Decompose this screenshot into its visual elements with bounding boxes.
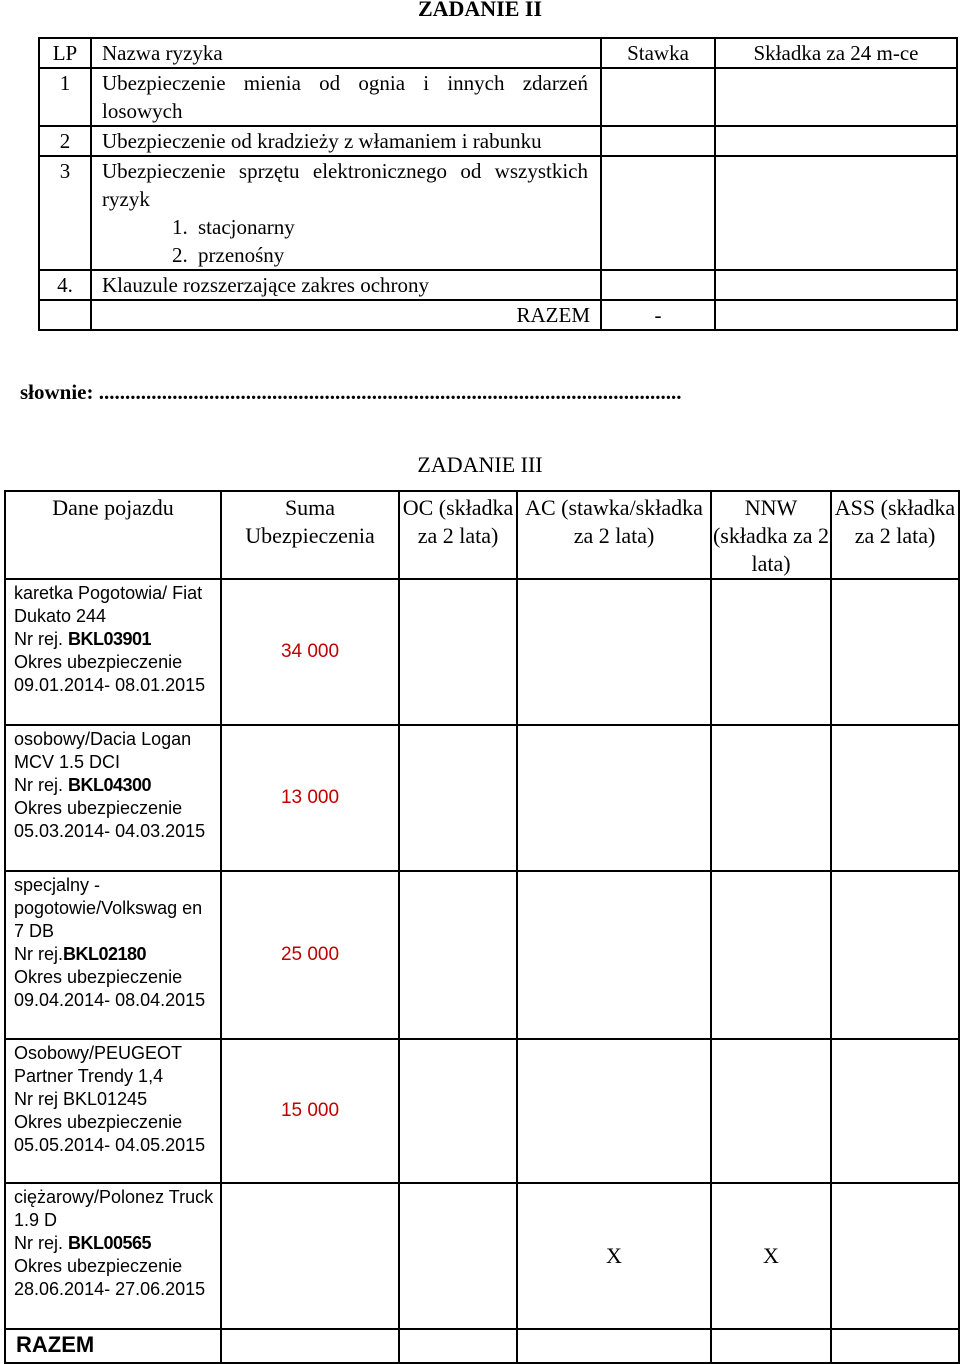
header-oc: OC (składka za 2 lata): [399, 491, 517, 579]
registration-number: BKL02180: [63, 944, 147, 964]
ac-cell[interactable]: [517, 871, 711, 1039]
zadanie-2-title: ZADANIE II: [417, 0, 543, 21]
zadanie-3-title: ZADANIE III: [417, 452, 543, 477]
oc-cell[interactable]: [399, 1183, 517, 1329]
period-label: Okres ubezpieczenie: [14, 967, 183, 987]
sum-insured: 34 000: [221, 579, 399, 725]
header-risk-name: Nazwa ryzyka: [91, 38, 601, 68]
risk-rate-cell[interactable]: [601, 126, 715, 156]
risk-rate-cell[interactable]: [601, 156, 715, 270]
vehicle-table-header: [5, 491, 959, 579]
period-dates: 09.04.2014- 08.04.2015: [14, 990, 206, 1010]
nnw-cell[interactable]: [711, 725, 831, 871]
risk-total-rate: -: [601, 300, 715, 330]
total-oc-cell[interactable]: [399, 1329, 517, 1363]
vehicle-data: [5, 871, 221, 1039]
oc-cell[interactable]: [399, 871, 517, 1039]
registration-prefix: Nr rej: [14, 1089, 63, 1109]
vehicle-type: osobowy/Dacia Logan MCV 1.5 DCI: [14, 729, 192, 772]
risk-premium-cell[interactable]: [715, 126, 957, 156]
nnw-cell[interactable]: [711, 579, 831, 725]
vehicle-registration: [14, 628, 216, 651]
total-ass-cell[interactable]: [831, 1329, 959, 1363]
risk-name: Ubezpieczenie od kradzieży z włamaniem i rabunku: [91, 126, 601, 156]
risk-rate-cell[interactable]: [601, 270, 715, 300]
header-nnw: NNW (składka za 2 lata): [711, 491, 831, 579]
vehicle-row: [5, 579, 959, 725]
sub-item: [102, 241, 588, 269]
registration-prefix: Nr rej.: [14, 629, 68, 649]
vehicle-row: [5, 725, 959, 871]
ass-cell[interactable]: [831, 871, 959, 1039]
nnw-cell[interactable]: [711, 1039, 831, 1183]
risk-lp: 1: [39, 68, 91, 126]
risk-total-premium-cell[interactable]: [715, 300, 957, 330]
vehicle-data: [5, 579, 221, 725]
sum-insured: 25 000: [221, 871, 399, 1039]
risk-row: [39, 126, 957, 156]
risk-rate-cell[interactable]: [601, 68, 715, 126]
risk-table: [38, 37, 958, 331]
header-premium: Składka za 24 m-ce: [715, 38, 957, 68]
vehicle-data: [5, 1183, 221, 1329]
vehicle-registration: [14, 1232, 216, 1255]
ac-cell[interactable]: [517, 725, 711, 871]
risk-lp: 2: [39, 126, 91, 156]
risk-premium-cell[interactable]: [715, 270, 957, 300]
nnw-cell[interactable]: [711, 871, 831, 1039]
period-label: Okres ubezpieczenie: [14, 1256, 183, 1276]
risk-name: Klauzule rozszerzające zakres ochrony: [91, 270, 601, 300]
risk-lp: 4.: [39, 270, 91, 300]
registration-number: BKL03901: [68, 629, 152, 649]
header-rate: Stawka: [601, 38, 715, 68]
sub-item: [102, 213, 588, 241]
total-empty-cell: [39, 300, 91, 330]
oc-cell[interactable]: [399, 1039, 517, 1183]
vehicle-type: karetka Pogotowia/ Fiat Dukato 244: [14, 583, 203, 626]
risk-row: [39, 68, 957, 126]
sum-insured: [221, 1183, 399, 1329]
amount-in-words[interactable]: słownie: ...............................................................................................................: [20, 380, 682, 404]
vehicle-type: specjalny -pogotowie/Volkswag en 7 DB: [14, 875, 203, 941]
period-dates: 28.06.2014- 27.06.2015: [14, 1279, 206, 1299]
period-dates: 09.01.2014- 08.01.2015: [14, 675, 206, 695]
vehicle-total-label: RAZEM: [5, 1329, 221, 1363]
total-nnw-cell[interactable]: [711, 1329, 831, 1363]
oc-cell[interactable]: [399, 579, 517, 725]
risk-name: Ubezpieczenie mienia od ognia i innych zdarzeń losowych: [91, 68, 601, 126]
ac-cell[interactable]: X: [517, 1183, 711, 1329]
vehicle-total-row: [5, 1329, 959, 1363]
sub-item-number: 1.: [172, 215, 188, 239]
total-sum-cell[interactable]: [221, 1329, 399, 1363]
period-dates: 05.05.2014- 04.05.2015: [14, 1135, 206, 1155]
registration-number: BKL00565: [68, 1233, 152, 1253]
total-ac-cell[interactable]: [517, 1329, 711, 1363]
vehicle-type: ciężarowy/Polonez Truck 1.9 D: [14, 1187, 214, 1230]
sub-item-number: 2.: [172, 243, 188, 267]
period-label: Okres ubezpieczenie: [14, 652, 183, 672]
period-label: Okres ubezpieczenie: [14, 1112, 183, 1132]
risk-row: [39, 270, 957, 300]
registration-prefix: Nr rej.: [14, 775, 68, 795]
risk-total-row: [39, 300, 957, 330]
risk-row: [39, 156, 957, 270]
sum-insured: 15 000: [221, 1039, 399, 1183]
vehicle-row: [5, 871, 959, 1039]
risk-lp: 3: [39, 156, 91, 270]
sub-item-label: przenośny: [198, 243, 285, 267]
vehicle-data: [5, 1039, 221, 1183]
ass-cell[interactable]: [831, 579, 959, 725]
vehicle-data: [5, 725, 221, 871]
risk-name: Ubezpieczenie sprzętu elektronicznego od wszystkich ryzyk: [102, 159, 588, 211]
registration-number: BKL04300: [68, 775, 152, 795]
ac-cell[interactable]: [517, 579, 711, 725]
header-lp: LP: [39, 38, 91, 68]
period-label: Okres ubezpieczenie: [14, 798, 183, 818]
ass-cell[interactable]: [831, 1183, 959, 1329]
period-dates: 05.03.2014- 04.03.2015: [14, 821, 206, 841]
vehicle-registration: [14, 943, 216, 966]
vehicle-type: Osobowy/PEUGEOT Partner Trendy 1,4: [14, 1043, 182, 1086]
ac-cell[interactable]: [517, 1039, 711, 1183]
vehicle-row: [5, 1183, 959, 1329]
risk-premium-cell[interactable]: [715, 68, 957, 126]
vehicle-registration: [14, 1088, 216, 1111]
vehicle-row: [5, 1039, 959, 1183]
risk-name-cell: [91, 156, 601, 270]
registration-number: BKL01245: [63, 1089, 148, 1109]
risk-table-header: [39, 38, 957, 68]
sub-item-label: stacjonarny: [198, 215, 295, 239]
risk-premium-cell[interactable]: [715, 156, 957, 270]
header-sum-insured: Suma Ubezpieczenia: [221, 491, 399, 579]
registration-prefix: Nr rej.: [14, 944, 63, 964]
header-vehicle: Dane pojazdu: [5, 491, 221, 579]
registration-prefix: Nr rej.: [14, 1233, 68, 1253]
oc-cell[interactable]: [399, 725, 517, 871]
header-ac: AC (stawka/składka za 2 lata): [517, 491, 711, 579]
sum-insured: 13 000: [221, 725, 399, 871]
vehicle-table: [4, 490, 960, 1364]
ass-cell[interactable]: [831, 725, 959, 871]
risk-total-label: RAZEM: [91, 300, 601, 330]
header-ass: ASS (składka za 2 lata): [831, 491, 959, 579]
nnw-cell[interactable]: X: [711, 1183, 831, 1329]
vehicle-registration: [14, 774, 216, 797]
ass-cell[interactable]: [831, 1039, 959, 1183]
